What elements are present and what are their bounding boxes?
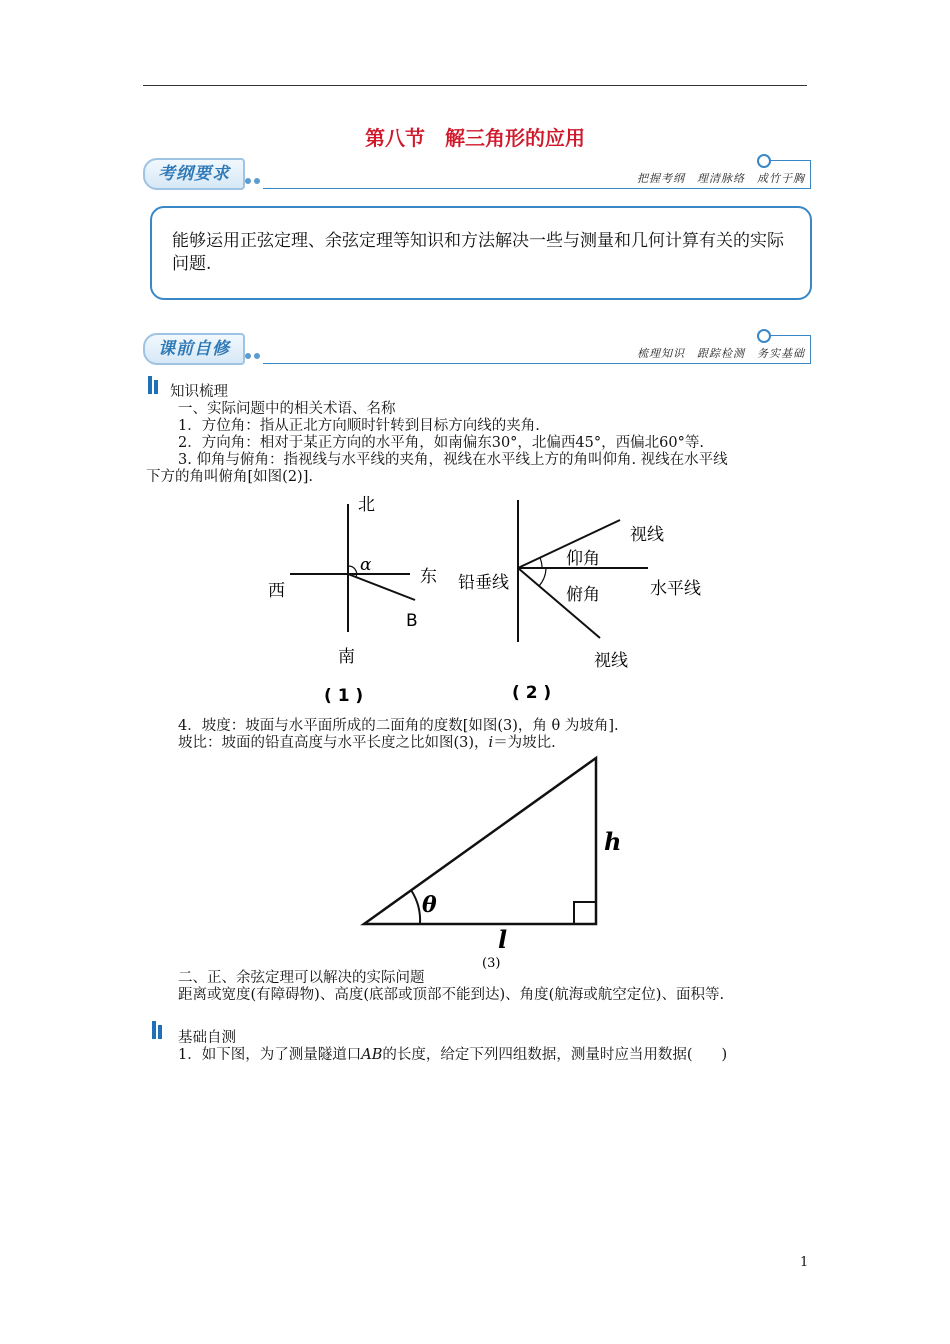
label-north: 北 xyxy=(358,495,375,515)
label-point-b: B xyxy=(406,611,418,631)
question-1-segment: AB xyxy=(361,1047,383,1063)
page-number: 1 xyxy=(800,1255,809,1270)
banner-slogan: 梳理知识 跟踪检测 务实基础 xyxy=(637,347,805,360)
label-west: 西 xyxy=(268,581,285,601)
banner-slogan: 把握考纲 理清脉络 成竹于胸 xyxy=(637,172,805,185)
figure-2-elevation xyxy=(458,500,701,703)
item-elevation-depression: 3. 仰角与俯角：指视线与水平线的夹角，视线在水平线上方的角叫仰角. 视线在水平线 xyxy=(178,452,728,468)
slope-ratio-text-end: ＝为坡比. xyxy=(493,735,556,751)
dots-icon xyxy=(245,169,263,188)
item-direction-angle: 2．方向角：相对于某正方向的水平角，如南偏东30°，北偏西45°，西偏北60°等. xyxy=(178,435,704,451)
circle-icon xyxy=(757,154,771,168)
caption-figure-1: ( 1 ) xyxy=(324,686,364,706)
slope-ratio-symbol: i xyxy=(488,735,494,751)
label-sight-upper: 视线 xyxy=(630,525,664,545)
header-rule xyxy=(143,85,807,86)
caption-figure-2: ( 2 ) xyxy=(512,683,552,703)
figure-direction-and-elevation xyxy=(260,492,720,712)
banner-pre-class xyxy=(143,331,811,367)
label-theta: θ xyxy=(422,892,437,918)
requirement-box xyxy=(150,206,812,300)
section-bar-icon xyxy=(148,376,162,394)
dots-icon xyxy=(245,344,263,363)
subheading-terms: 一、实际问题中的相关术语、名称 xyxy=(178,401,396,417)
item-elevation-depression-cont: 下方的角叫俯角[如图(2)]. xyxy=(146,469,313,485)
banner-exam-requirements xyxy=(143,156,811,192)
page-title: 第八节 解三角形的应用 xyxy=(365,126,585,150)
caption-figure-3: (3) xyxy=(482,956,501,971)
item-azimuth: 1．方位角：指从正北方向顺时针转到目标方向线的夹角. xyxy=(178,418,540,434)
label-elevation-angle: 仰角 xyxy=(566,549,600,569)
slope-ratio-text: 坡比：坡面的铅直高度与水平长度之比如图(3)， xyxy=(178,735,489,751)
banner-tag: 课前自修 xyxy=(143,333,245,365)
question-1-text: 1．如下图，为了测量隧道口 xyxy=(178,1047,362,1063)
figure-1-azimuth xyxy=(268,495,437,706)
section-bar-icon xyxy=(152,1021,166,1039)
label-sight-lower: 视线 xyxy=(594,651,628,671)
question-1-text-end: 的长度，给定下列四组数据，测量时应当用数据( ) xyxy=(382,1047,728,1063)
solvable-problems-text: 距离或宽度(有障碍物)、高度(底部或顶部不能到达)、角度(航海或航空定位)、面积等. xyxy=(178,987,725,1003)
figure-3-slope xyxy=(350,750,640,972)
circle-icon xyxy=(757,329,771,343)
label-horizontal-line: 水平线 xyxy=(650,579,701,599)
label-south: 南 xyxy=(338,647,355,667)
requirement-text: 能够运用正弦定理、余弦定理等知识和方法解决一些与测量和几何计算有关的实际问题. xyxy=(172,231,784,274)
item-slope: 4．坡度：坡面与水平面所成的二面角的度数[如图(3)，角 θ 为坡角]. xyxy=(178,718,619,734)
question-1 xyxy=(178,1047,727,1064)
section-heading-self-test: 基础自测 xyxy=(178,1030,236,1046)
label-alpha: α xyxy=(360,555,372,575)
banner-tag: 考纲要求 xyxy=(143,158,245,190)
label-length: l xyxy=(498,925,508,954)
label-depression-angle: 俯角 xyxy=(566,585,600,605)
label-height: h xyxy=(604,827,622,856)
label-plumb-line: 铅垂线 xyxy=(458,573,509,593)
label-east: 东 xyxy=(420,567,437,587)
section-heading-knowledge: 知识梳理 xyxy=(170,384,228,400)
subheading-solvable-problems: 二、正、余弦定理可以解决的实际问题 xyxy=(178,970,425,986)
